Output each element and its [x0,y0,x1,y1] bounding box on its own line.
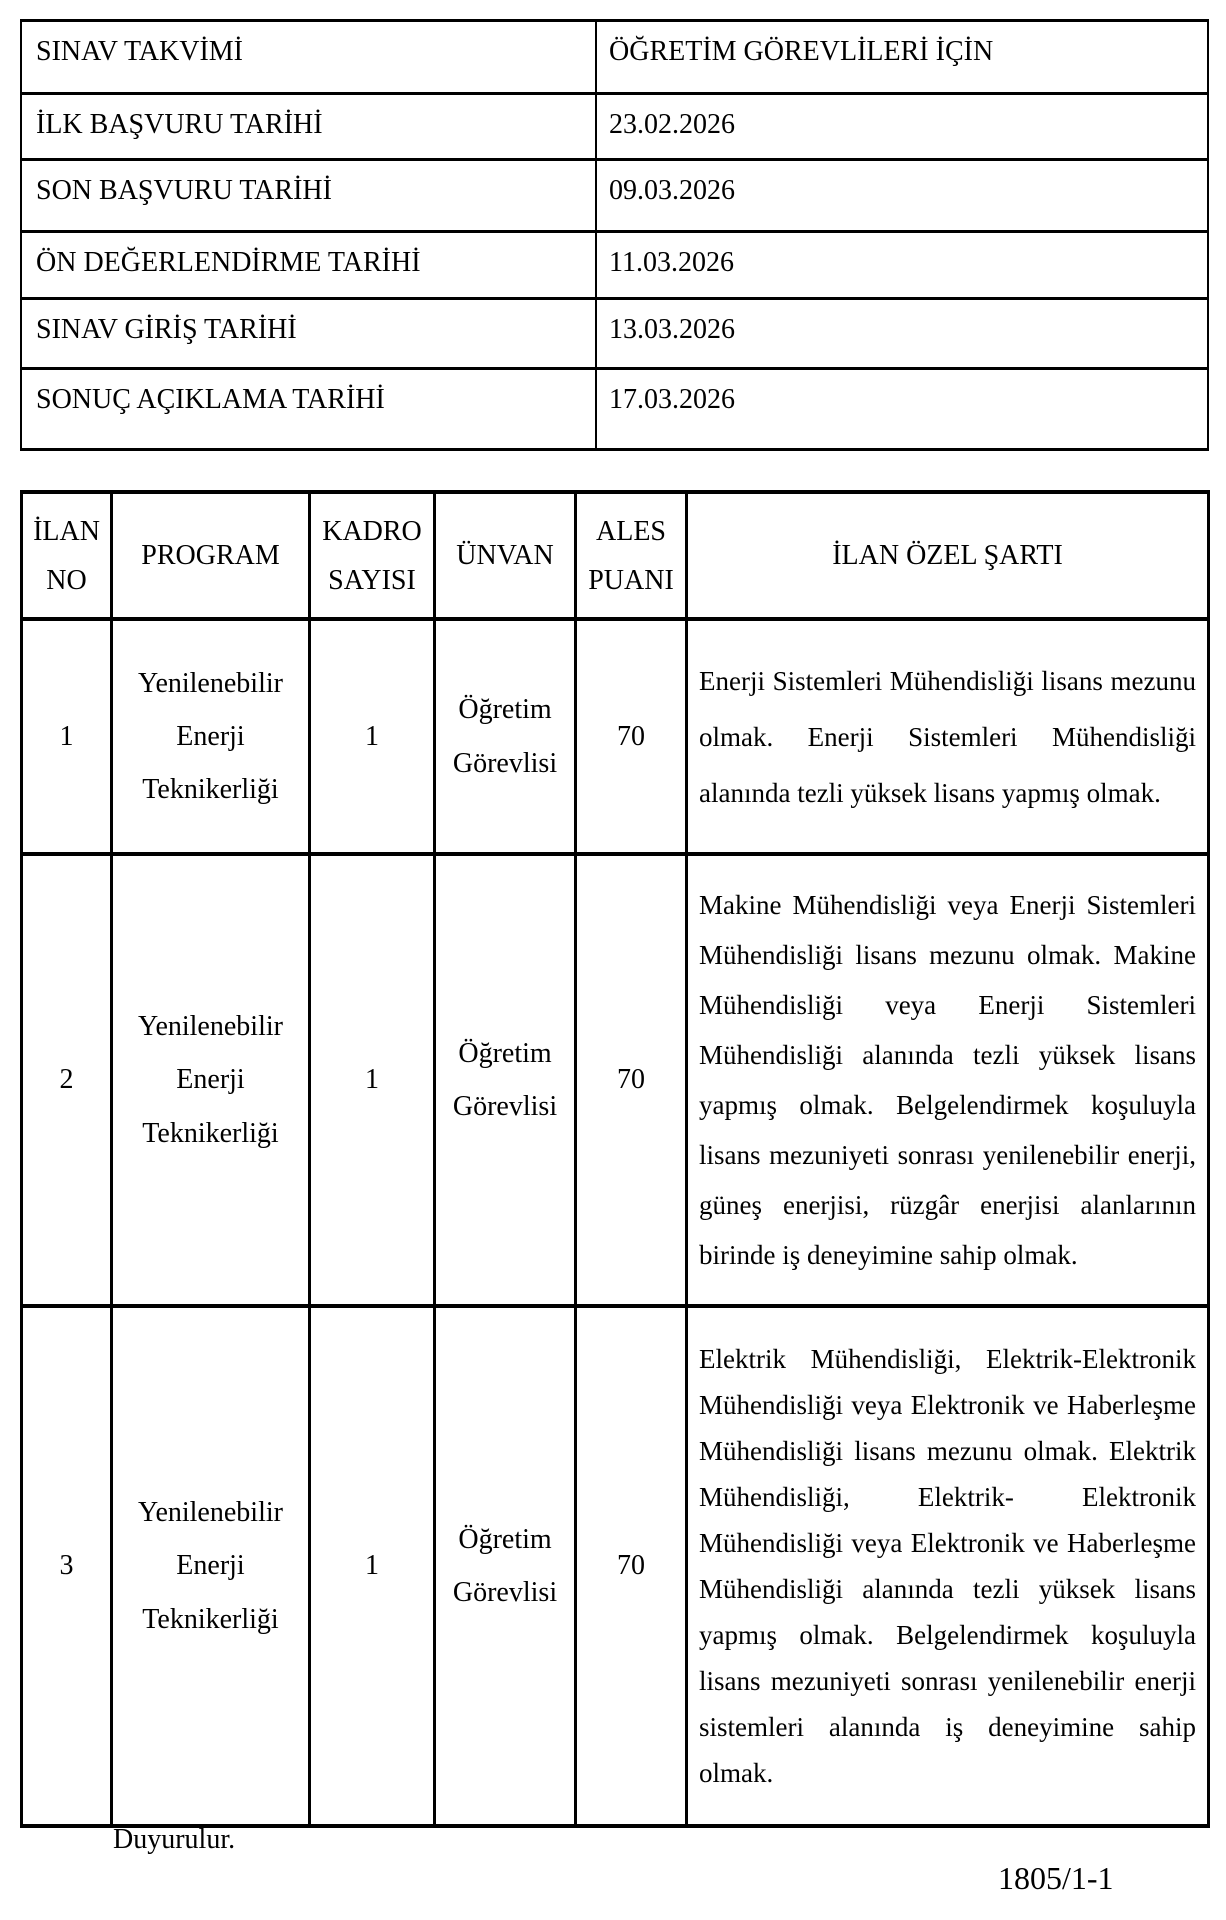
cell-ilan-ozel-sarti: Enerji Sistemleri Mühendisliği lisans mezunu olmak. Enerji Sistemleri Mühendisliği alanında tezli yüksek lisans yapmış olmak. [687,619,1209,854]
reference-number: 1805/1-1 [998,1860,1114,1896]
header-ales-puani: ALES PUANI [576,492,687,619]
cell-program: Yenilenebilir Enerji Teknikerliği [112,619,310,854]
closing-text: Duyurulur. [113,1824,236,1855]
table-row [21,94,1208,160]
cell-ilan-no: 1 [22,619,112,854]
cell-ales-puani: 70 [576,619,687,854]
cell-ilan-ozel-sarti: Makine Mühendisliği veya Enerji Sistemleri Mühendisliği lisans mezunu olmak. Makine Mühendisliği veya Enerji Sistemleri Mühendisliği alanında tezli yüksek lisans yapmış olmak. Belgelendirmek koşuluyla lisans mezuniyeti sonrası yenilenebilir enerji, güneş enerjisi, rüzgâr enerjisi alanlarının birinde iş deneyimine sahip olmak. [687,854,1209,1306]
cell-unvan: Öğretim Görevlisi [435,854,576,1306]
header-ilan-ozel-sarti: İLAN ÖZEL ŞARTI [687,492,1209,619]
schedule-label: ÖN DEĞERLENDİRME TARİHİ [21,232,596,299]
cell-ales-puani: 70 [576,854,687,1306]
header-ilan-no: İLAN NO [22,492,112,619]
cell-ales-puani: 70 [576,1306,687,1826]
cell-program: Yenilenebilir Enerji Teknikerliği [112,1306,310,1826]
table-row [22,854,1209,1306]
header-program: PROGRAM [112,492,310,619]
schedule-label: İLK BAŞVURU TARİHİ [21,94,596,160]
table-row [21,21,1208,94]
schedule-value: 23.02.2026 [596,94,1208,160]
table-row [21,369,1208,450]
cell-ilan-no: 2 [22,854,112,1306]
schedule-value: 17.03.2026 [596,369,1208,450]
cell-ilan-no: 3 [22,1306,112,1826]
table-row [21,160,1208,232]
table-row [21,299,1208,369]
cell-unvan: Öğretim Görevlisi [435,1306,576,1826]
schedule-value: 11.03.2026 [596,232,1208,299]
exam-schedule-table [20,19,1209,451]
cell-ilan-ozel-sarti: Elektrik Mühendisliği, Elektrik-Elektronik Mühendisliği veya Elektronik ve Haberleşme Mühendisliği lisans mezunu olmak. Elektrik Mühendisliği, Elektrik- Elektronik Mühendisliği veya Elektronik ve Haberleşme Mühendisliği alanında tezli yüksek lisans yapmış olmak. Belgelendirmek koşuluyla lisans mezuniyeti sonrası yenilenebilir enerji sistemleri alanında iş deneyimine sahip olmak. [687,1306,1209,1826]
schedule-value: 09.03.2026 [596,160,1208,232]
header-unvan: ÜNVAN [435,492,576,619]
table-row [22,1306,1209,1826]
positions-table [20,490,1210,1828]
table-header-row [22,492,1209,619]
schedule-value: ÖĞRETİM GÖREVLİLERİ İÇİN [596,21,1208,94]
cell-kadro-sayisi: 1 [310,854,435,1306]
schedule-label: SINAV TAKVİMİ [21,21,596,94]
schedule-label: SONUÇ AÇIKLAMA TARİHİ [21,369,596,450]
schedule-value: 13.03.2026 [596,299,1208,369]
cell-unvan: Öğretim Görevlisi [435,619,576,854]
schedule-label: SON BAŞVURU TARİHİ [21,160,596,232]
header-kadro-sayisi: KADRO SAYISI [310,492,435,619]
table-row [22,619,1209,854]
schedule-label: SINAV GİRİŞ TARİHİ [21,299,596,369]
table-row [21,232,1208,299]
cell-kadro-sayisi: 1 [310,619,435,854]
cell-program: Yenilenebilir Enerji Teknikerliği [112,854,310,1306]
cell-kadro-sayisi: 1 [310,1306,435,1826]
